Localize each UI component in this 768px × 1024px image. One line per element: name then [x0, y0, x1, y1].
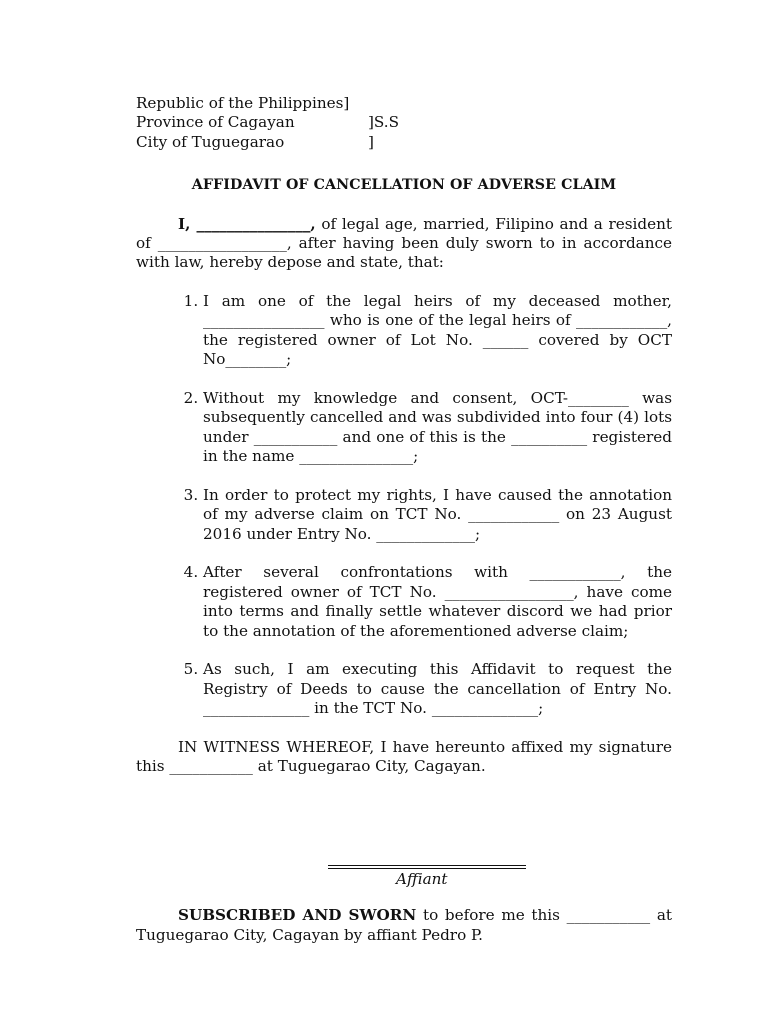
statement-list: [136, 292, 672, 719]
intro-paragraph: [136, 215, 672, 273]
venue-line-province: [136, 113, 672, 132]
item-text: After several confrontations with ____________, the registered owner of TCT No. _________________, have come into terms and finally settle whatever discord we had prior to the annotation of the aforementioned adverse claim;: [203, 563, 672, 640]
item-text: As such, I am executing this Affidavit to request the Registry of Deeds to cause the cancellation of Entry No. ______________ in the TCT No. ______________;: [203, 660, 672, 718]
intro-text: of legal age, married, Filipino and a resident of _________________, after having been duly sworn to in accordance with law, hereby depose and state, that:: [136, 214, 672, 272]
affiant-label: Affiant: [396, 870, 448, 888]
signature-line: [328, 865, 526, 869]
list-item: [136, 563, 672, 641]
venue-province: Province of Cagayan: [136, 113, 295, 132]
venue-block: [136, 94, 672, 152]
document-title: AFFIDAVIT OF CANCELLATION OF ADVERSE CLAIM: [191, 177, 617, 194]
witness-paragraph: IN WITNESS WHEREOF, I have hereunto affixed my signature this ___________ at Tuguegarao City, Cagayan.: [136, 738, 672, 776]
item-text: Without my knowledge and consent, OCT-________ was subsequently cancelled and was subdivided into four (4) lots under ___________ and one of this is the __________ registered in the name _______________;: [203, 388, 672, 466]
item-number: 4.: [183, 563, 199, 582]
subscribed-paragraph: [136, 906, 672, 945]
venue-line-republic: [136, 94, 672, 113]
venue-ss: ]S.S: [368, 113, 400, 132]
list-item: [136, 660, 672, 718]
venue-line-city: [136, 133, 672, 152]
list-item: [136, 389, 672, 467]
item-number: 2.: [183, 388, 199, 407]
affiant-blank: I, _______________,: [178, 214, 316, 233]
subscribed-text: to before me this ___________ at Tuguegarao City, Cagayan by affiant Pedro P.: [136, 906, 672, 944]
item-number: 5.: [183, 660, 199, 679]
item-number: 1.: [183, 291, 199, 310]
subscribed-lead: SUBSCRIBED AND SWORN: [178, 906, 417, 925]
venue-city: City of Tuguegarao: [136, 132, 285, 151]
item-text: In order to protect my rights, I have caused the annotation of my adverse claim on TCT No. ____________ on 23 August 2016 under Entry No. _____________;: [203, 485, 672, 543]
item-number: 3.: [183, 485, 199, 504]
list-item: [136, 486, 672, 544]
venue-bracket: ]: [368, 132, 374, 151]
affidavit-document: [136, 94, 672, 777]
venue-republic: Republic of the Philippines]: [136, 94, 350, 112]
item-text: I am one of the legal heirs of my deceased mother, ________________ who is one of the legal heirs of ____________, the registered owner of Lot No. ______ covered by OCT No________;: [203, 291, 672, 369]
list-item: [136, 292, 672, 370]
